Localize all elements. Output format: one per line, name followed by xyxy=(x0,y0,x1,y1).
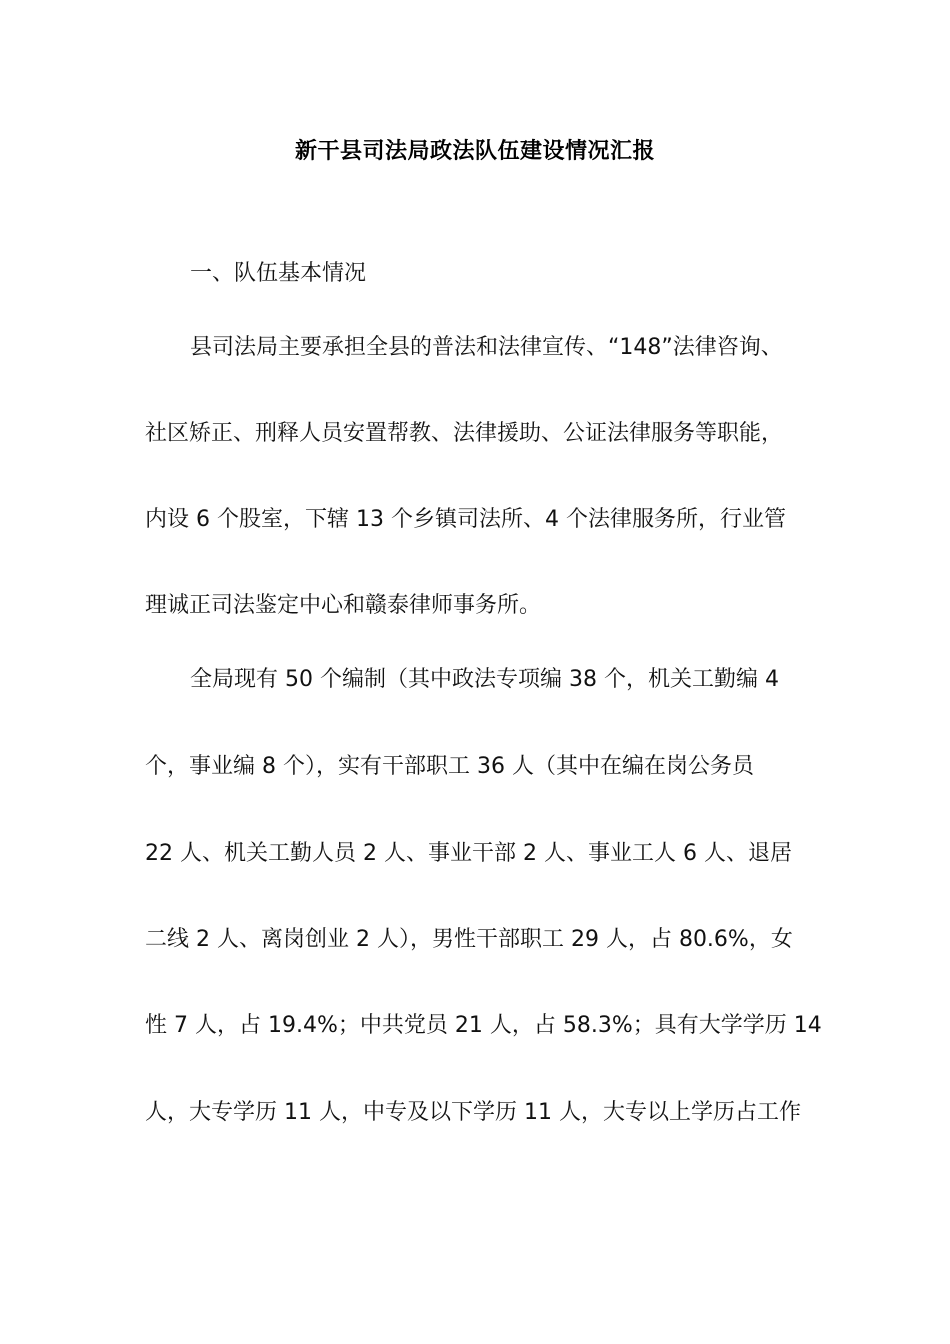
paragraph-1-line-2: 社区矫正、刑释人员安置帮教、法律援助、公证法律服务等职能， xyxy=(145,421,784,446)
document-title: 新干县司法局政法队伍建设情况汇报 xyxy=(294,139,655,164)
paragraph-2-line-3: 22 人、机关工勤人员 2 人、事业干部 2 人、事业工人 6 人、退居 xyxy=(145,841,792,866)
paragraph-2-line-1: 全局现有 50 个编制（其中政法专项编 38 个，机关工勤编 4 xyxy=(190,667,779,692)
paragraph-1-line-3: 内设 6 个股室，下辖 13 个乡镇司法所、4 个法律服务所，行业管 xyxy=(145,507,786,532)
paragraph-2-line-6: 人，大专学历 11 人，中专及以下学历 11 人，大专以上学历占工作 xyxy=(145,1100,801,1125)
paragraph-1-line-4: 理诚正司法鉴定中心和赣泰律师事务所。 xyxy=(145,593,542,618)
paragraph-2-line-4: 二线 2 人、离岗创业 2 人），男性干部职工 29 人，占 80.6%，女 xyxy=(145,927,793,952)
paragraph-2-line-2: 个，事业编 8 个），实有干部职工 36 人（其中在编在岗公务员 xyxy=(145,754,754,779)
paragraph-1-line-1: 县司法局主要承担全县的普法和法律宣传、“148”法律咨询、 xyxy=(190,335,783,360)
section-heading: 一、队伍基本情况 xyxy=(190,261,367,286)
paragraph-2-line-5: 性 7 人，占 19.4%；中共党员 21 人，占 58.3%；具有大学学历 14 xyxy=(145,1013,822,1038)
